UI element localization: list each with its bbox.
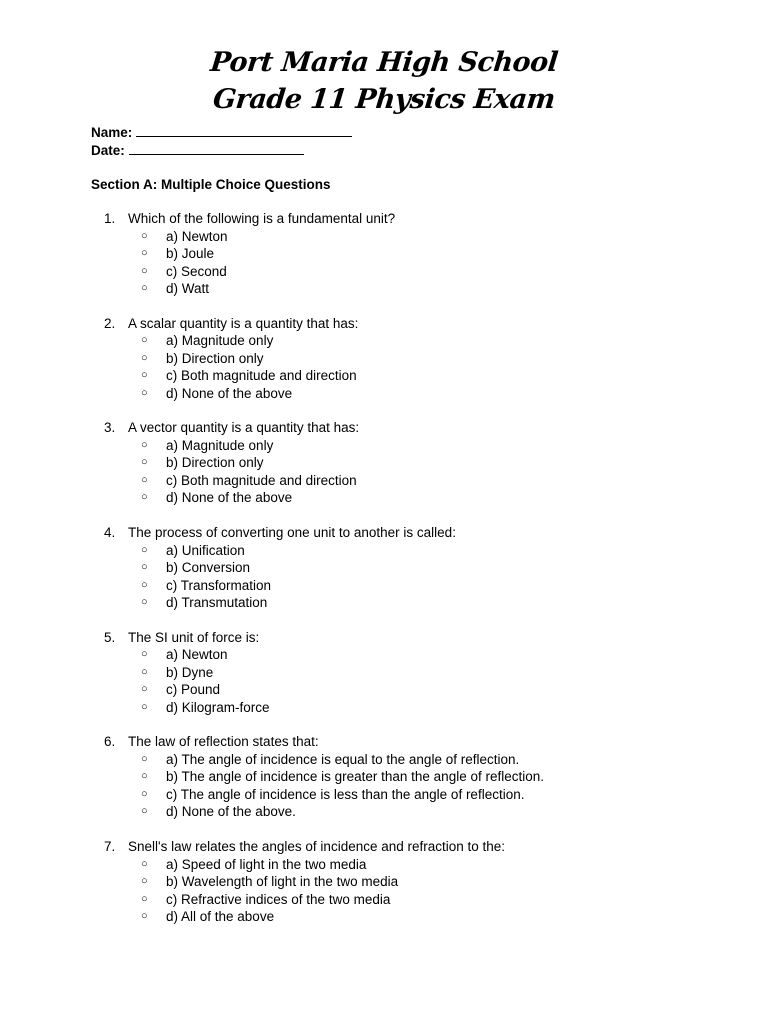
answer-option[interactable] (91, 646, 751, 664)
answer-option[interactable] (91, 594, 751, 612)
hollow-circle-bullet-icon: ○ (141, 752, 148, 765)
date-blank-line[interactable] (129, 142, 304, 155)
hollow-circle-bullet-icon: ○ (141, 491, 148, 504)
question-text: The SI unit of force is: (128, 629, 260, 645)
answer-option-text: c) Pound (166, 682, 221, 698)
hollow-circle-bullet-icon: ○ (141, 648, 148, 661)
answer-option-text: d) All of the above (166, 909, 275, 925)
answer-option[interactable] (91, 681, 751, 699)
hollow-circle-bullet-icon: ○ (141, 386, 148, 399)
answer-option[interactable] (91, 873, 751, 891)
answer-option-text: a) Magnitude only (166, 333, 274, 349)
answer-option[interactable] (91, 786, 751, 804)
hollow-circle-bullet-icon: ○ (141, 805, 148, 818)
hollow-circle-bullet-icon: ○ (141, 770, 148, 783)
answer-option-text: d) None of the above. (166, 804, 296, 820)
answer-option[interactable] (91, 891, 751, 909)
answer-option[interactable] (91, 228, 751, 246)
answer-option-text: b) Wavelength of light in the two media (166, 874, 399, 890)
question-item (91, 524, 751, 612)
hollow-circle-bullet-icon: ○ (141, 247, 148, 259)
answer-option-text: c) Refractive indices of the two media (166, 891, 391, 907)
hollow-circle-bullet-icon: ○ (141, 456, 148, 469)
answer-option-text: c) The angle of incidence is less than the angle of reflection. (166, 786, 525, 802)
question-number: 2. (104, 315, 116, 331)
date-field-label: Date: (91, 143, 125, 158)
hollow-circle-bullet-icon: ○ (141, 334, 148, 347)
answer-option-text: b) Dyne (166, 664, 214, 680)
hollow-circle-bullet-icon: ○ (141, 683, 148, 696)
answer-option-text: d) Transmutation (166, 595, 268, 611)
answer-option-text: c) Transformation (166, 577, 272, 593)
answer-option[interactable] (91, 280, 751, 298)
hollow-circle-bullet-icon: ○ (141, 578, 148, 591)
hollow-circle-bullet-icon: ○ (141, 561, 148, 574)
answer-option-text: a) Speed of light in the two media (166, 856, 367, 872)
answer-option-text: a) Unification (166, 542, 245, 558)
hollow-circle-bullet-icon: ○ (141, 351, 148, 364)
hollow-circle-bullet-icon: ○ (141, 787, 148, 800)
question-item (91, 315, 751, 403)
name-field-label: Name: (91, 125, 133, 140)
answer-option[interactable] (91, 245, 751, 263)
name-field-row (91, 124, 352, 142)
answer-option[interactable] (91, 263, 751, 281)
answer-option[interactable] (91, 664, 751, 682)
question-text: A scalar quantity is a quantity that has: (128, 315, 359, 331)
answer-option[interactable] (91, 856, 751, 874)
answer-option[interactable] (91, 367, 751, 385)
hollow-circle-bullet-icon: ○ (141, 665, 148, 678)
hollow-circle-bullet-icon: ○ (141, 543, 148, 556)
answer-option-text: a) Newton (166, 228, 228, 244)
question-text: The law of reflection states that: (128, 734, 319, 750)
answer-option[interactable] (91, 332, 751, 350)
answer-option-text: a) The angle of incidence is equal to the angle of reflection. (166, 751, 520, 767)
answer-option[interactable] (91, 350, 751, 368)
exam-title-block (0, 44, 768, 118)
answer-option[interactable] (91, 768, 751, 786)
date-field-row (91, 142, 352, 160)
answer-option[interactable] (91, 751, 751, 769)
student-fields (91, 124, 352, 160)
hollow-circle-bullet-icon: ○ (141, 438, 148, 451)
hollow-circle-bullet-icon: ○ (141, 369, 148, 382)
question-number: 3. (104, 420, 116, 436)
answer-option-text: d) Watt (166, 281, 210, 296)
answer-option[interactable] (91, 803, 751, 821)
hollow-circle-bullet-icon: ○ (141, 264, 148, 277)
answer-option-text: d) Kilogram-force (166, 699, 270, 715)
question-text: A vector quantity is a quantity that has: (128, 420, 360, 436)
question-list (91, 210, 751, 943)
answer-option-text: b) The angle of incidence is greater than the angle of reflection. (166, 769, 544, 785)
question-row (91, 419, 751, 437)
answer-option-text: c) Both magnitude and direction (166, 368, 357, 384)
question-row (91, 315, 751, 333)
hollow-circle-bullet-icon: ○ (141, 700, 148, 713)
hollow-circle-bullet-icon: ○ (141, 892, 148, 905)
question-row (91, 629, 751, 647)
hollow-circle-bullet-icon: ○ (141, 229, 148, 242)
answer-option[interactable] (91, 559, 751, 577)
question-row (91, 838, 751, 856)
hollow-circle-bullet-icon: ○ (141, 473, 148, 486)
question-item (91, 629, 751, 717)
question-number: 5. (104, 629, 116, 645)
question-item (91, 210, 751, 298)
answer-option-text: d) None of the above (166, 490, 293, 506)
question-row (91, 733, 751, 751)
question-row (91, 524, 751, 542)
section-a-heading: Section A: Multiple Choice Questions (91, 177, 331, 192)
question-row (91, 210, 751, 228)
question-text: The process of converting one unit to another is called: (128, 525, 456, 541)
answer-option[interactable] (91, 454, 751, 472)
hollow-circle-bullet-icon: ○ (141, 910, 148, 923)
answer-option[interactable] (91, 577, 751, 595)
question-number: 6. (104, 734, 116, 750)
hollow-circle-bullet-icon: ○ (141, 596, 148, 609)
hollow-circle-bullet-icon: ○ (141, 282, 148, 294)
answer-option[interactable] (91, 908, 751, 926)
answer-option-text: a) Magnitude only (166, 437, 274, 453)
question-number: 7. (104, 839, 116, 855)
answer-option-text: c) Second (166, 263, 227, 279)
answer-option-text: b) Direction only (166, 350, 264, 366)
question-item (91, 838, 751, 926)
question-item (91, 733, 751, 821)
answer-option-text: a) Newton (166, 647, 228, 663)
answer-option-text: b) Conversion (166, 560, 251, 576)
school-name-heading: Port Maria High School (208, 47, 560, 78)
question-number: 1. (104, 211, 116, 226)
answer-option[interactable] (91, 489, 751, 507)
answer-option[interactable] (91, 385, 751, 403)
answer-option[interactable] (91, 437, 751, 455)
name-blank-line[interactable] (136, 124, 352, 137)
exam-title-heading: Grade 11 Physics Exam (211, 84, 557, 115)
answer-option[interactable] (91, 542, 751, 560)
answer-option-text: c) Both magnitude and direction (166, 472, 357, 488)
hollow-circle-bullet-icon: ○ (141, 875, 148, 888)
answer-option-text: b) Joule (166, 246, 215, 261)
answer-option-text: d) None of the above (166, 385, 293, 401)
hollow-circle-bullet-icon: ○ (141, 857, 148, 870)
answer-option[interactable] (91, 472, 751, 490)
question-text: Which of the following is a fundamental unit? (128, 211, 396, 226)
answer-option-text: b) Direction only (166, 455, 264, 471)
question-item (91, 419, 751, 507)
question-number: 4. (104, 525, 116, 541)
question-text: Snell's law relates the angles of incidence and refraction to the: (128, 839, 506, 855)
answer-option[interactable] (91, 699, 751, 717)
